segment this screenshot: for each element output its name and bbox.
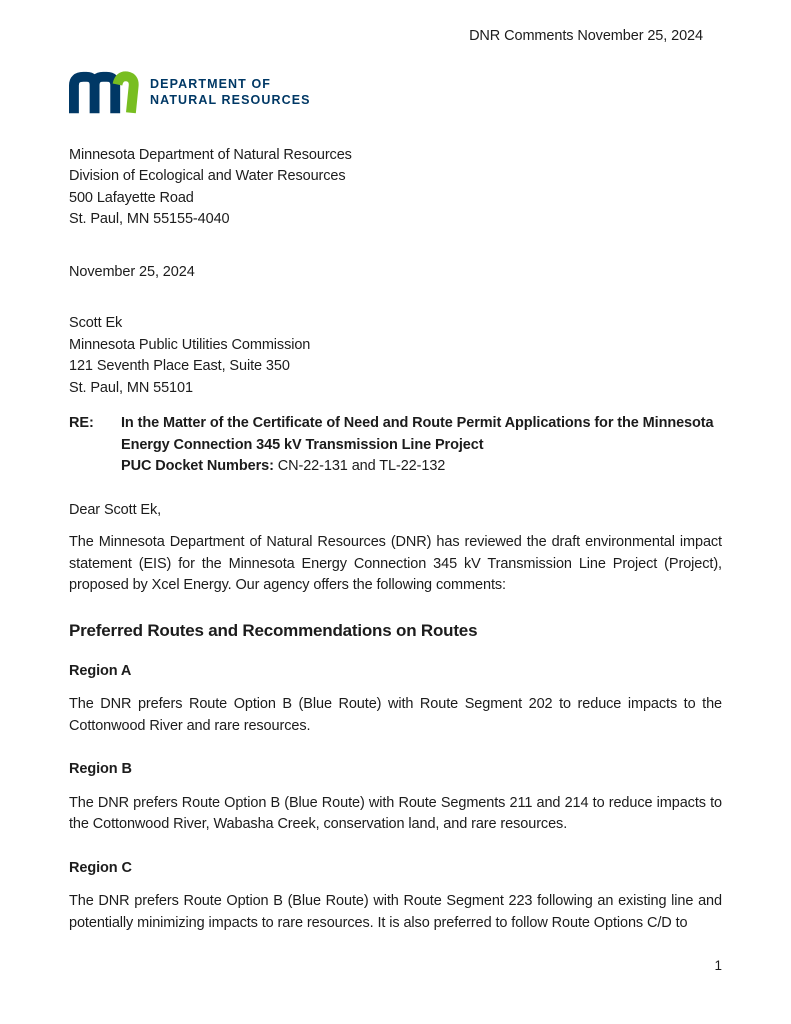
region-a-heading: Region A — [69, 662, 132, 679]
recipient-line: 121 Seventh Place East, Suite 350 — [69, 358, 290, 374]
re-docket-value: CN-22-131 and TL-22-132 — [273, 458, 446, 474]
re-docket-line — [121, 456, 722, 478]
re-body — [121, 413, 722, 478]
sender-line: 500 Lafayette Road — [69, 189, 194, 206]
letter-date: November 25, 2024 — [69, 263, 195, 280]
logo-wordmark-line2: NATURAL RESOURCES — [150, 92, 311, 107]
recipient-address-block — [69, 313, 722, 399]
re-subject: In the Matter of the Certificate of Need and Route Permit Applications for the Minnesota Energy Connection 345 kV Transmission Line Project — [121, 415, 714, 453]
recipient-line: St. Paul, MN 55101 — [69, 379, 193, 396]
recipient-line: Minnesota Public Utilities Commission — [69, 336, 311, 353]
sender-line: St. Paul, MN 55155-4040 — [69, 211, 230, 227]
region-c-paragraph: The DNR prefers Route Option B (Blue Route) with Route Segment 223 following an existing line and potentially minimizing impacts to rare resources. It is also preferred to follow Route Options C/D to — [69, 893, 722, 931]
logo-wordmark — [150, 77, 311, 108]
region-b-paragraph: The DNR prefers Route Option B (Blue Route) with Route Segments 211 and 214 to reduce impacts to the Cottonwood River, Wabasha Creek, conservation land, and rare resources. — [69, 794, 722, 832]
section-title: Preferred Routes and Recommendations on Routes — [69, 620, 478, 640]
region-b-heading: Region B — [69, 761, 132, 777]
region-a-paragraph: The DNR prefers Route Option B (Blue Route) with Route Segment 202 to reduce impacts to the Cottonwood River and rare resources. — [69, 696, 722, 734]
sender-address-block — [69, 145, 722, 231]
mn-state-logo-icon — [69, 71, 139, 115]
re-subject-block — [69, 413, 722, 478]
recipient-line: Scott Ek — [69, 315, 123, 331]
logo-m-shape — [74, 76, 115, 112]
sender-line: Minnesota Department of Natural Resources — [69, 146, 352, 163]
dnr-logo — [69, 71, 722, 115]
re-docket-label: PUC Docket Numbers: — [121, 458, 274, 474]
document-header: DNR Comments November 25, 2024 — [469, 28, 703, 44]
region-c-heading: Region C — [69, 859, 132, 876]
intro-paragraph: The Minnesota Department of Natural Resources (DNR) has reviewed the draft environmental impact statement (EIS) for the Minnesota Energy Connection 345 kV Transmission Line Project (Project), proposed by Xcel Energy. Our agency offers the following comments: — [69, 534, 722, 593]
sender-line: Division of Ecological and Water Resources — [69, 168, 346, 184]
salutation: Dear Scott Ek, — [69, 501, 162, 518]
page-number: 1 — [714, 958, 722, 973]
re-label: RE: — [69, 415, 94, 431]
logo-wordmark-line1: DEPARTMENT OF — [150, 77, 272, 91]
